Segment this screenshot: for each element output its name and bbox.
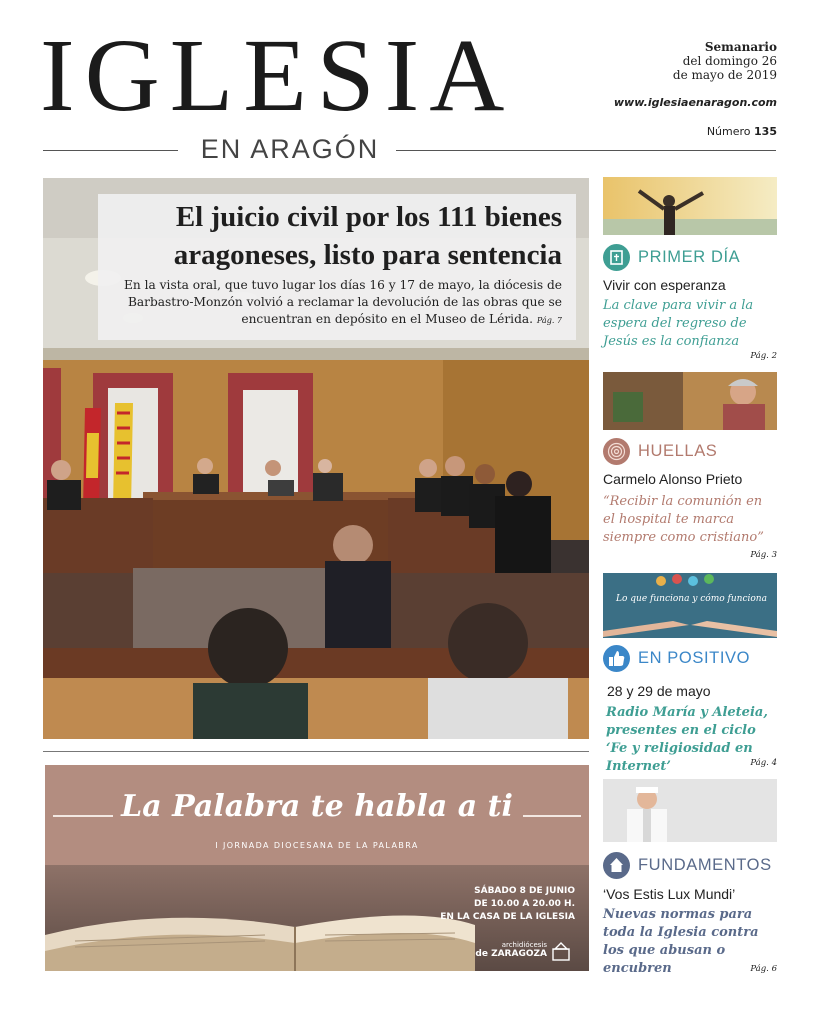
primer-dia-text[interactable]: La clave para vivir a la espera del regreso de Jesús es la confianza	[603, 298, 754, 349]
huellas-page: Pág. 3	[750, 550, 777, 560]
en-positivo-thumbnail[interactable]	[603, 573, 777, 638]
huellas-text[interactable]: “Recibir la comunión en el hospital te marca siempre como cristiano”	[603, 494, 764, 545]
section-label: PRIMER DÍA	[638, 247, 741, 266]
section-en-positivo[interactable]	[603, 643, 779, 673]
frequency: Semanario	[704, 40, 777, 54]
en-positivo-text[interactable]: Radio María y Aleteia, presentes en el ciclo ‘Fe y religiosidad en Internet’	[606, 705, 768, 774]
archdiocese-label: archidiócesis	[501, 941, 547, 949]
headline-line-2: aragoneses, listo para sentencia	[173, 239, 562, 271]
hands-image	[603, 573, 777, 638]
lead-page-ref: Pág. 7	[536, 316, 562, 325]
fundamentos-page: Pág. 6	[750, 964, 777, 974]
huellas-thumbnail[interactable]	[603, 372, 777, 430]
banner-title: La Palabra te habla a ti	[121, 789, 513, 824]
thumb-caption: Lo que funciona y cómo funciona	[616, 594, 767, 604]
masthead-subtitle: EN ARAGÓN	[200, 134, 380, 164]
fingerprint-icon	[603, 438, 630, 465]
archdiocese-name: de ZARAGOZA	[475, 949, 547, 959]
masthead-rule-right	[396, 150, 776, 151]
headline-line-1: El juicio civil por los 111 bienes	[175, 201, 562, 233]
en-positivo-kicker: 28 y 29 de mayo	[607, 683, 711, 699]
zaragoza-logo-icon	[551, 941, 571, 961]
banner-date	[415, 885, 575, 924]
issue-value: 135	[754, 125, 777, 138]
fundamentos-text[interactable]: Nuevas normas para toda la Iglesia contra los que abusan o encubren	[603, 907, 759, 976]
event-banner[interactable]	[45, 765, 589, 971]
masthead-rule-left	[43, 150, 178, 151]
section-fundamentos[interactable]	[603, 850, 779, 880]
section-label: HUELLAS	[638, 441, 718, 460]
issue-number	[707, 125, 777, 138]
primer-dia-kicker: Vivir con esperanza	[603, 277, 726, 293]
masthead-title: IGLESIA	[40, 18, 515, 133]
issue-meta	[617, 40, 777, 82]
fundamentos-thumbnail[interactable]	[603, 779, 777, 842]
section-divider	[43, 751, 589, 752]
issue-label: Número	[706, 125, 751, 138]
thumbs-up-icon	[603, 645, 630, 672]
banner-date-line-1: SÁBADO 8 DE JUNIO	[474, 886, 575, 896]
banner-date-line-2: DE 10.00 A 20.00 H.	[473, 899, 575, 909]
lead-text: En la vista oral, que tuvo lugar los días 16 y 17 de mayo, la diócesis de Barbastro-Monzón volvió a reclamar la devolución de las obras que se encuentran en depósito en el Museo de Lérida.	[124, 278, 562, 326]
headline[interactable]	[112, 198, 562, 274]
date-line-2: de mayo de 2019	[672, 68, 777, 82]
primer-dia-thumbnail[interactable]	[603, 177, 777, 235]
section-huellas[interactable]	[603, 436, 779, 466]
fundamentos-kicker: ‘Vos Estis Lux Mundi’	[603, 886, 736, 902]
headline-box	[98, 194, 576, 340]
date-line-1: del domingo 26	[682, 54, 777, 68]
section-primer-dia[interactable]	[603, 242, 779, 272]
section-label: FUNDAMENTOS	[638, 855, 772, 874]
primer-dia-page: Pág. 2	[750, 351, 777, 361]
banner-subtitle: I JORNADA DIOCESANA DE LA PALABRA	[215, 841, 419, 850]
church-icon	[603, 852, 630, 879]
archdiocese-logo	[461, 941, 571, 959]
huellas-kicker: Carmelo Alonso Prieto	[603, 471, 743, 487]
book-icon	[603, 244, 630, 271]
lead-paragraph	[112, 277, 562, 329]
banner-date-line-3: EN LA CASA DE LA IGLESIA	[440, 912, 575, 922]
section-label: EN POSITIVO	[638, 648, 751, 667]
en-positivo-page: Pág. 4	[750, 758, 777, 768]
website-link[interactable]: www.iglesiaenaragon.com	[613, 96, 777, 109]
